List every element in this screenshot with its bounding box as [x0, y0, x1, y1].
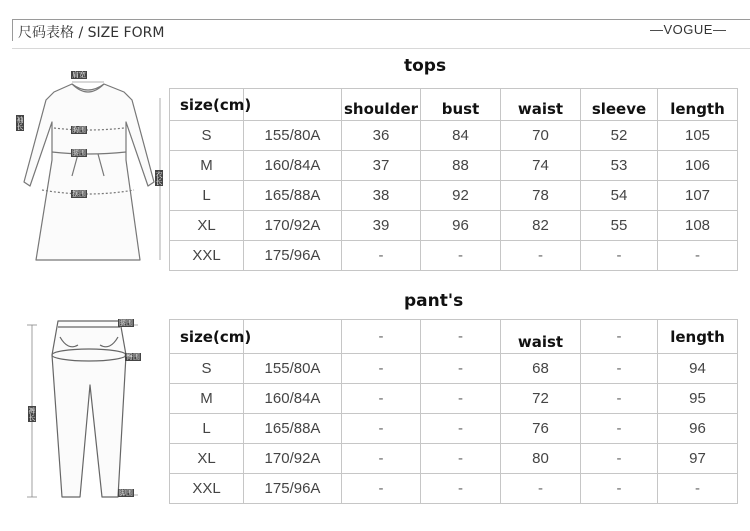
pants-header-row — [170, 320, 738, 354]
length-cell: - — [658, 241, 738, 271]
standard-cell: 165/88A — [244, 181, 342, 211]
size-cell: M — [170, 151, 244, 181]
length-cell: - — [658, 474, 738, 504]
table-row — [170, 211, 738, 241]
shoulder-cell: 37 — [342, 151, 421, 181]
pants-label-leg-opening: 脚围 — [119, 489, 133, 497]
standard-cell: 155/80A — [244, 354, 342, 384]
blank-cell: - — [421, 414, 501, 444]
waist-cell: 68 — [501, 354, 581, 384]
length-cell: 96 — [658, 414, 738, 444]
bust-cell: - — [421, 241, 501, 271]
size-cell: L — [170, 181, 244, 211]
length-cell: 105 — [658, 121, 738, 151]
standard-cell: 155/80A — [244, 121, 342, 151]
dress-label-sleeve: 袖长 — [16, 116, 24, 130]
length-cell: 107 — [658, 181, 738, 211]
shoulder-cell: - — [342, 241, 421, 271]
pants-header-size: size(cm) — [170, 320, 244, 354]
dress-label-length: 衣长 — [155, 171, 163, 185]
dress-label-hem: 摆围 — [72, 190, 86, 198]
header-top-rule — [12, 19, 750, 20]
standard-cell: 175/96A — [244, 474, 342, 504]
size-cell: L — [170, 414, 244, 444]
size-cell: XXL — [170, 474, 244, 504]
length-cell: 94 — [658, 354, 738, 384]
tops-header-row — [170, 89, 738, 121]
table-row — [170, 474, 738, 504]
waist-cell: 76 — [501, 414, 581, 444]
blank-cell: - — [342, 444, 421, 474]
length-cell: 97 — [658, 444, 738, 474]
tops-header-shoulder: shoulder — [342, 89, 421, 121]
table-row — [170, 354, 738, 384]
sleeve-cell: 53 — [581, 151, 658, 181]
pants-label-length: 裤长 — [28, 407, 36, 421]
waist-cell: 74 — [501, 151, 581, 181]
table-row — [170, 384, 738, 414]
pants-size-table — [169, 319, 738, 504]
blank-cell: - — [342, 474, 421, 504]
table-row — [170, 444, 738, 474]
tops-size-table — [169, 88, 738, 271]
pants-header-blank-1: - — [342, 320, 421, 354]
sleeve-cell: 54 — [581, 181, 658, 211]
pants-header-waist: waist — [501, 320, 581, 354]
tops-header-waist: waist — [501, 89, 581, 121]
standard-cell: 160/84A — [244, 384, 342, 414]
standard-cell: 165/88A — [244, 414, 342, 444]
length-cell: 108 — [658, 211, 738, 241]
waist-cell: 80 — [501, 444, 581, 474]
table-row — [170, 181, 738, 211]
sleeve-cell: - — [581, 241, 658, 271]
pants-header-length: length — [658, 320, 738, 354]
header-left-tick — [12, 19, 13, 41]
waist-cell: 82 — [501, 211, 581, 241]
pants-illustration — [22, 315, 170, 510]
waist-cell: 78 — [501, 181, 581, 211]
shoulder-cell: 38 — [342, 181, 421, 211]
blank-cell: - — [421, 354, 501, 384]
table-row — [170, 414, 738, 444]
standard-cell: 160/84A — [244, 151, 342, 181]
size-cell: XXL — [170, 241, 244, 271]
length-cell: 95 — [658, 384, 738, 414]
blank-cell: - — [342, 414, 421, 444]
size-cell: S — [170, 354, 244, 384]
blank-cell: - — [581, 354, 658, 384]
size-cell: XL — [170, 211, 244, 241]
size-cell: M — [170, 384, 244, 414]
waist-cell: - — [501, 241, 581, 271]
pants-title: pant's — [404, 291, 464, 311]
tops-header-standard — [244, 89, 342, 121]
blank-cell: - — [342, 354, 421, 384]
table-row — [170, 121, 738, 151]
page-title: 尺码表格 / SIZE FORM — [18, 25, 165, 41]
blank-cell: - — [421, 474, 501, 504]
table-row — [170, 241, 738, 271]
length-cell: 106 — [658, 151, 738, 181]
standard-cell: 170/92A — [244, 444, 342, 474]
header-bottom-rule — [12, 48, 750, 49]
tops-header-sleeve: sleeve — [581, 89, 658, 121]
pants-label-waist: 腰围 — [119, 319, 133, 327]
blank-cell: - — [581, 384, 658, 414]
blank-cell: - — [581, 474, 658, 504]
tops-header-size: size(cm) — [170, 89, 244, 121]
blank-cell: - — [421, 384, 501, 414]
pants-label-hip: 臀围 — [126, 353, 140, 361]
blank-cell: - — [581, 444, 658, 474]
bust-cell: 84 — [421, 121, 501, 151]
waist-cell: 72 — [501, 384, 581, 414]
tops-header-length: length — [658, 89, 738, 121]
pants-header-blank-2: - — [421, 320, 501, 354]
dress-label-waist: 腰围 — [72, 149, 86, 157]
standard-cell: 175/96A — [244, 241, 342, 271]
size-cell: XL — [170, 444, 244, 474]
tops-title: tops — [404, 56, 447, 76]
dress-illustration — [20, 70, 170, 275]
bust-cell: 92 — [421, 181, 501, 211]
tops-header-bust: bust — [421, 89, 501, 121]
pants-header-blank-3: - — [581, 320, 658, 354]
table-row — [170, 151, 738, 181]
blank-cell: - — [581, 414, 658, 444]
dress-label-shoulder: 肩宽 — [72, 71, 86, 79]
sleeve-cell: 55 — [581, 211, 658, 241]
brand-label: —VOGUE— — [650, 22, 727, 37]
blank-cell: - — [421, 444, 501, 474]
bust-cell: 96 — [421, 211, 501, 241]
shoulder-cell: 39 — [342, 211, 421, 241]
sleeve-cell: 52 — [581, 121, 658, 151]
bust-cell: 88 — [421, 151, 501, 181]
pants-header-standard — [244, 320, 342, 354]
waist-cell: - — [501, 474, 581, 504]
shoulder-cell: 36 — [342, 121, 421, 151]
size-cell: S — [170, 121, 244, 151]
blank-cell: - — [342, 384, 421, 414]
waist-cell: 70 — [501, 121, 581, 151]
standard-cell: 170/92A — [244, 211, 342, 241]
dress-label-bust: 胸围 — [72, 126, 86, 134]
